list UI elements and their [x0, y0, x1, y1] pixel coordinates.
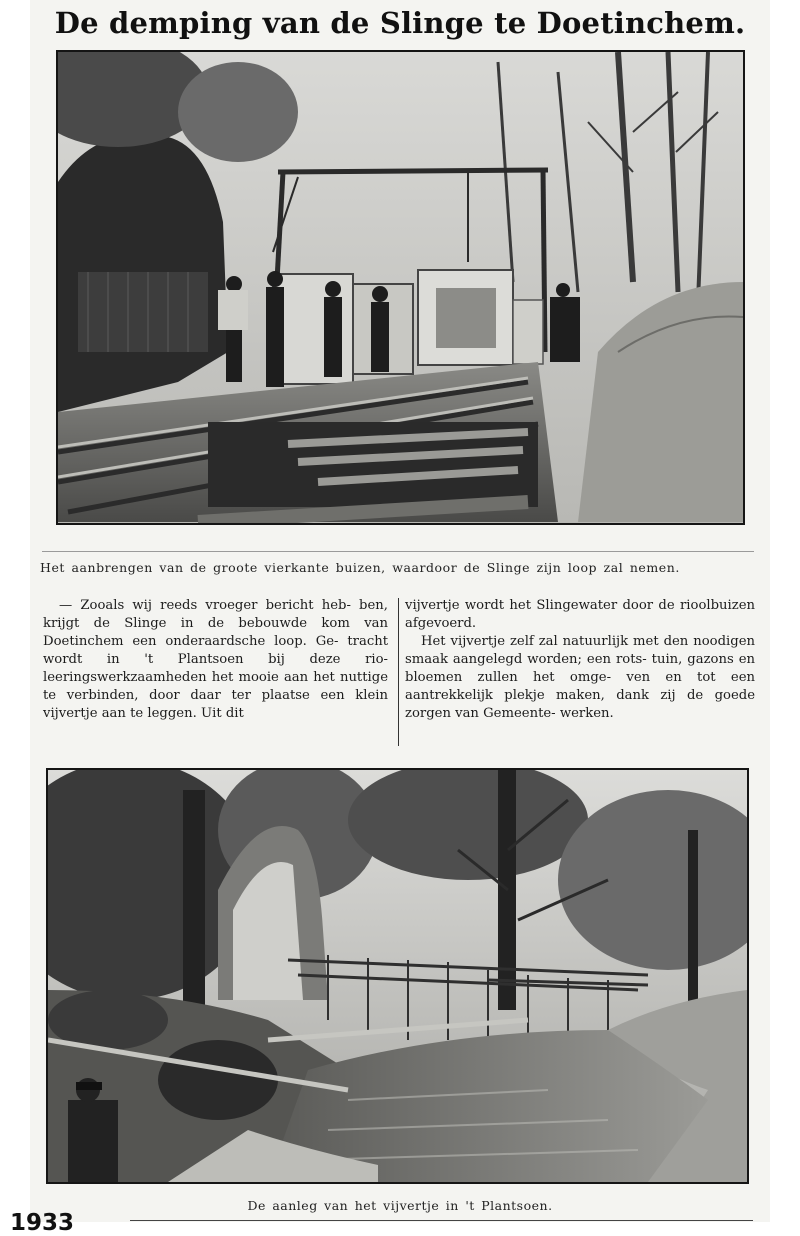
column-divider	[398, 598, 399, 746]
article-paragraph-1: — Zooals wij reeds vroeger bericht heb- ben, krijgt de Slinge in de bebouwde kom van Doetinchem een onderaardsche loop. Ge- tracht wordt in 't Plantsoen bij deze rio- leeringswerkzaamheden het mooie aan het nuttige te verbinden, door daar ter plaatse een klein vijvertje aan te leggen. Uit dit	[43, 598, 388, 721]
article-paragraph-2: Het vijvertje zelf zal natuurlijk met den noodigen smaak aangelegd worden; een rots- tuin, gazons en bloemen zullen het omge- ven en tot een aantrekkelijk plekje maken, dank zij de goede zorgen van Gemeente- werken.	[405, 634, 755, 721]
photo-installing-square-pipes	[56, 50, 745, 525]
article-column-right	[405, 597, 755, 723]
caption-divider	[42, 551, 754, 552]
caption-bottom-photo: De aanleg van het vijvertje in 't Plantsoen.	[247, 1198, 553, 1213]
bottom-rule	[130, 1220, 753, 1221]
headline: De demping van de Slinge te Doetinchem.	[54, 6, 746, 40]
article-paragraph-1-continued: vijvertje wordt het Slingewater door de rioolbuizen afgevoerd.	[405, 598, 755, 631]
year-label: 1933	[10, 1210, 75, 1236]
article-column-left	[43, 597, 388, 723]
photo-pond-construction	[46, 768, 749, 1184]
caption-top-photo: Het aanbrengen van de groote vierkante buizen, waardoor de Slinge zijn loop zal nemen.	[40, 560, 680, 575]
